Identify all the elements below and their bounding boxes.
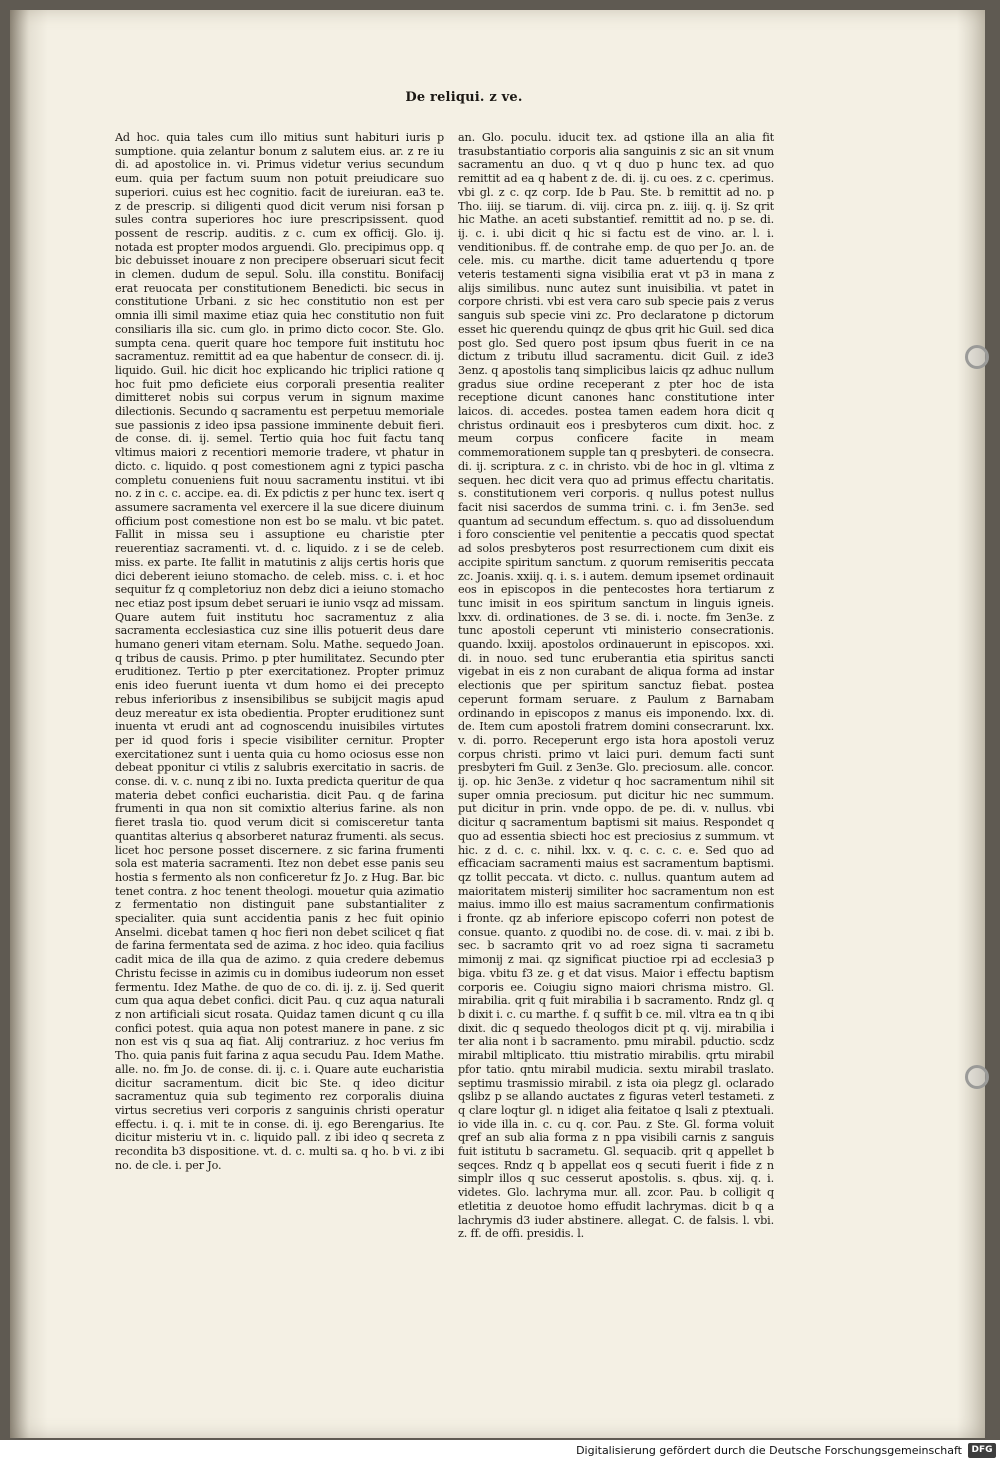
page-edge-shadow	[957, 10, 985, 1438]
left-column-text: Ad hoc. quia tales cum illo mitius sunt habituri iuris p sumptione. quia zelantur bonum z salutem eius. ar. z re iu di. ad apostolice in. vi. Primus videtur verius secundum eum. quia per factum suum non potuit preiudicare suo superiori. cuius est hec cognitio. facit de iureiuran. ea3 te. z de prescrip. si diligenti quod dicit verum nisi forsan p sules contra superiores hoc iure prescripsissent. quod possent de rescrip. auditis. z c. cum ex officij. Glo. ij. notada est propter modos arguendi. Glo. precipimus opp. q bic debuisset inouare z non precipere obseruari sicut fecit in clemen. dudum de sepul. Solu. illa constitu. Bonifacij erat reuocata per constitutionem Benedicti. bic secus in constitutione Urbani. z sic hec constitutio non est per omnia illi simil maxime etiaz quia hec constitutio non fuit consiliaris illa sic. cum glo. in primo dicto cocor. Ste. Glo. sumpta cena. querit quare hoc tempore fuit institutu hoc sacramentuz. remittit ad ea que habentur de consecr. di. ij. liquido. Guil. hic dicit hoc explicando hic triplici ratione q hoc fuit pmo deficiete eius corporali presentia realiter dimitteret nobis sui corpus verum in signum maxime dilectionis. Secundo q sacramentu est perpetuu memoriale sue passionis z ideo ipsa passione imminente debuit fieri. de conse. di. ij. semel. Tertio quia hoc fuit factu tanq vltimus maiori z recentiori memorie tradere, vt phatur in dicto. c. liquido. q post comestionem agni z typici pascha completu conueniens fuit nouu sacramentu institui. vt ibi no. z in c. c. accipe. ea. di. Ex pdictis z per hunc tex. isert q assumere sacramenta vel exercere il la sue dicere diuinum officium post comestione non est bo se malu. vt bic patet. Fallit in missa seu i assuptione eu charistie pter reuerentiaz sacramenti. vt. d. c. liquido. z i se de celeb. miss. ex parte. Ite fallit in matutinis z alijs certis horis que dici deberent ieiuno stomacho. de celeb. miss. c. i. et hoc sequitur fz q completoriuz non debz dici a ieiuno stomacho nec etiaz post ipsum debet seruari ie iunio vsqz ad missam. Quare autem fuit institutu hoc sacramentuz z alia sacramenta ecclesiastica cuz sine illis potuerit deus dare humano generi vitam eternam. Solu. Mathe. sequedo Joan. q tribus de causis. Primo. p pter humilitatez. Secundo pter eruditionez. Tertio p pter exercitationez. Propter primuz enis ideo fuerunt iuenta vt dum homo ei dei precepto rebus inferioribus z insensibilibus se subijcit magis apud deuz mereatur ex ista obedientia. Propter eruditionez sunt inuenta vt erudi ant ad cognoscendu inuisibiles virtutes per id quod foris i specie visibiliter cernitur. Propter exercitationez sunt i uenta quia cu homo ociosus esse non debeat pponitur ci vtilis z salubris exercitatio in sacris. de conse. di. v. c. nunq z ibi no. Iuxta predicta queritur de qua materia debet confici eucharistia. dicit Pau. q de farina frumenti in qua non sit comixtio alterius farine. als non fieret trasla tio. quod verum dicit si comisceretur tanta quantitas alterius q absorberet naturaz frumenti. als secus. licet hoc persone posset discernere. z sic farina frumenti sola est materia sacramenti. Itez non debet esse panis seu hostia s fermento als non conficeretur fz Jo. z Hug. Bar. bic tenet contra. z hoc tenent theologi. mouetur quia azimatio z fermentatio non distinguit pane substantialiter z specialiter. quia sunt accidentia panis z hec fuit opinio Anselmi. dicebat tamen q hoc fieri non debet scilicet q fiat de farina fermentata sed de azima. z hoc ideo. quia facilius cadit mica de illa qua de azimo. z quia credere debemus Christu fecisse in azimis cu in domibus iudeorum non esset fermentu. Idez Mathe. de quo de co. di. ij. z. ij. Sed querit cum qua aqua debet confici. dicit Pau. q cuz aqua naturali z non artificiali sicut rosata. Quidaz tamen dicunt q cu illa confici potest. quia aqua non potest manere in pane. z sic non est vis q sua aq fiat. Alij contrariuz. z hoc verius fm Tho. quia panis fuit farina z aqua secudu Pau. Idem Mathe. alle. no. fm Jo. de conse. di. ij. c. i. Quare aute eucharistia dicitur sacramentum. dicit bic Ste. q ideo dicitur sacramentuz quia sub tegimento rez corporalis diuina virtus secretius veri corporis z sanguinis christi operatur effectu. i. q. i. mit te in conse. di. ij. ego Berengarius. Ite dicitur misteriu vt in. c. liquido pall. z ibi ideo q secreta z recondita b3 dispositione. vt. d. c. multi sa. q ho. b vi. z ibi no. de cle. i. per Jo.	[115, 131, 445, 1172]
right-column-text: an. Glo. poculu. iducit tex. ad qstione illa an alia fit trasubstantiatio corporis alia sanguinis z sic an sit vnum sacramentu an duo. q vt q duo p hunc tex. ad quo remittit ad ea q habent z de. di. ij. cu oes. z c. cperimus. vbi gl. z c. qz corp. Ide b Pau. Ste. b remittit ad no. p Tho. iiij. se tiarum. di. viij. circa pn. z. iiij. q. ij. Sz qrit hic Mathe. an aceti substantief. remittit ad no. p se. di. ij. c. i. ubi dicit q hic si factu est de vino. ar. l. i. venditionibus. ff. de contrahe emp. de quo per Jo. an. de cele. mis. cu marthe. dicit tame aduertendu q tpore veteris testamenti signa visibilia erat vt p3 in mana z alijs similibus. nunc autez sunt inuisibilia. vt patet in corpore christi. vbi est vera caro sub specie pais z verus sanguis sub specie vini zc. Pro declaratone p dictorum esset hic querendu quinqz de qbus qrit hic Guil. sed dica post glo. Sed quero post ipsum qbus fuerit in ce na dictum z tributu illud sacramentu. dicit Guil. z ide3 3enz. q apostolis tanq simplicibus laicis qz adhuc nullum gradus siue ordine receperant z pter hoc de ista receptione dicunt canones hanc constitutione inter laicos. di. accedes. postea tamen eadem hora dicit q christus ordinauit eos i presbyteros cum dixit. hoc. z meum corpus conficere facite in meam commemorationem supple tan q presbyteri. de consecra. di. ij. scriptura. z c. in christo. vbi de hoc in gl. vltima z sequen. hec dicit vera quo ad primus effectu charitatis. s. constitutionem veri corporis. q nullus potest nullus facit nisi sacerdos de summa trini. c. i. fm 3en3e. sed quantum ad secundum effectum. s. quo ad dissoluendum i foro conscientie vel penitentie a peccatis quod spectat ad solos presbyteros post resurrectionem cum dixit eis accipite spiritum sanctum. z quorum remiseritis peccata zc. Joanis. xxiij. q. i. s. i autem. demum ipsemet ordinauit eos in episcopos in die pentecostes hora tertiarum z tunc imisit in eos spiritum sanctum in linguis igneis. lxxv. di. ordinationes. de 3 se. di. i. nocte. fm 3en3e. z tunc apostoli ceperunt vti ministerio consecrationis. quando. lxxiij. apostolos ordinauerunt in episcopos. xxi. di. in nouo. sed tunc eruberantia etia spiritus sancti vigebat in eis z non curabant de aliqua forma ad instar electionis que per spiritum sanctuz fiebat. postea ceperunt formam seruare. z Paulum z Barnabam ordinando in episcopos z manus eis imponendo. lxx. di. de. Item cum apostoli fratrem domini consecrarunt. lxx. v. di. porro. Receperunt ergo ista hora apostoli veruz corpus christi. primo vt laici puri. demum facti sunt presbyteri fm Guil. z 3en3e. Glo. preciosum. alle. concor. ij. op. hic 3en3e. z videtur q hoc sacramentum nihil sit super omnia preciosum. put dicitur hic nec summum. put dicitur in prin. vnde oppo. de pe. di. v. nullus. vbi dicitur q sacramentum baptismi sit maius. Respondet q quo ad essentia sbiecti hoc est preciosius z summum. vt hic. z d. c. c. nihil. lxx. v. q. c. c. c. e. Sed quo ad efficaciam sacramenti maius est sacramentum baptismi. qz tollit peccata. vt dicto. c. nullus. quantum autem ad maioritatem misterij similiter hoc sacramentum non est maius. immo illo est maius sacramentum confirmationis i fronte. qz ab inferiore episcopo coferri non potest de consue. quanto. z quodibi no. de cose. di. v. mai. z ibi b. sec. b sacramto qrit vo ad roez signa ti sacrametu mimonij z mai. qz significat piuctioe rpi ad ecclesia3 p biga. vbitu f3 ze. g et dat visus. Maior i effectu baptism corporis ee. Coiugiu signo maiori chrisma mistro. Gl. mirabilia. qrit q fuit mirabilia i b sacramento. Rndz gl. q b dixit i. c. cu marthe. f. q suffit b ce. mil. vltra ea tn q ibi dixit. dic q sequedo theologos dicit pt q. vij. mirabilia i ter alia nont i b sacramento. pmu mirabil. pductio. scdz mirabil mltiplicato. ttiu mistratio mirabilis. qrtu mirabil pfor tatio. qntu mirabil mudicia. sextu mirabil traslato. septimu trasmissio mirabil. z ista oia plegz gl. oclarado qslibz p se allando auctates z figuras veterl testameti. z q clare loqtur gl. n idiget alia feitatoe q lsali z ptextuali. io vide illa in. c. cu q. cor. Pau. z Ste. Gl. forma voluit qref an sub alia forma z n ppa visibili carnis z sanguis fuit istitutu b sacrametu. Gl. sequacib. qrit q appellet b seqces. Rndz q b appellat eos q secuti fuerit i fide z n simplr illos q suc cesserut apostolis. s. qbus. xij. q. i. videtes. Glo. lachryma mur. all. zcor. Pau. b colligit q etletitia z deuotoe homo effudit lachrymas. dicit b q a lachrymis d3 iuder abstinere. allegat. C. de falsis. l. vbi. z. ff. de offi. presidis. l.	[458, 131, 774, 1241]
clip-ring-lower	[965, 1065, 989, 1089]
text-column-left	[115, 131, 444, 1172]
dfg-logo: DFG	[968, 1443, 996, 1458]
clip-ring-upper	[965, 345, 989, 369]
funding-credit: Digitalisierung gefördert durch die Deutsche Forschungsgemeinschaft	[576, 1444, 962, 1457]
text-column-right	[458, 131, 774, 1241]
gutter-shadow	[10, 10, 48, 1438]
footer-bar	[0, 1440, 1000, 1462]
running-head: De reliqui. z ve.	[405, 90, 523, 105]
